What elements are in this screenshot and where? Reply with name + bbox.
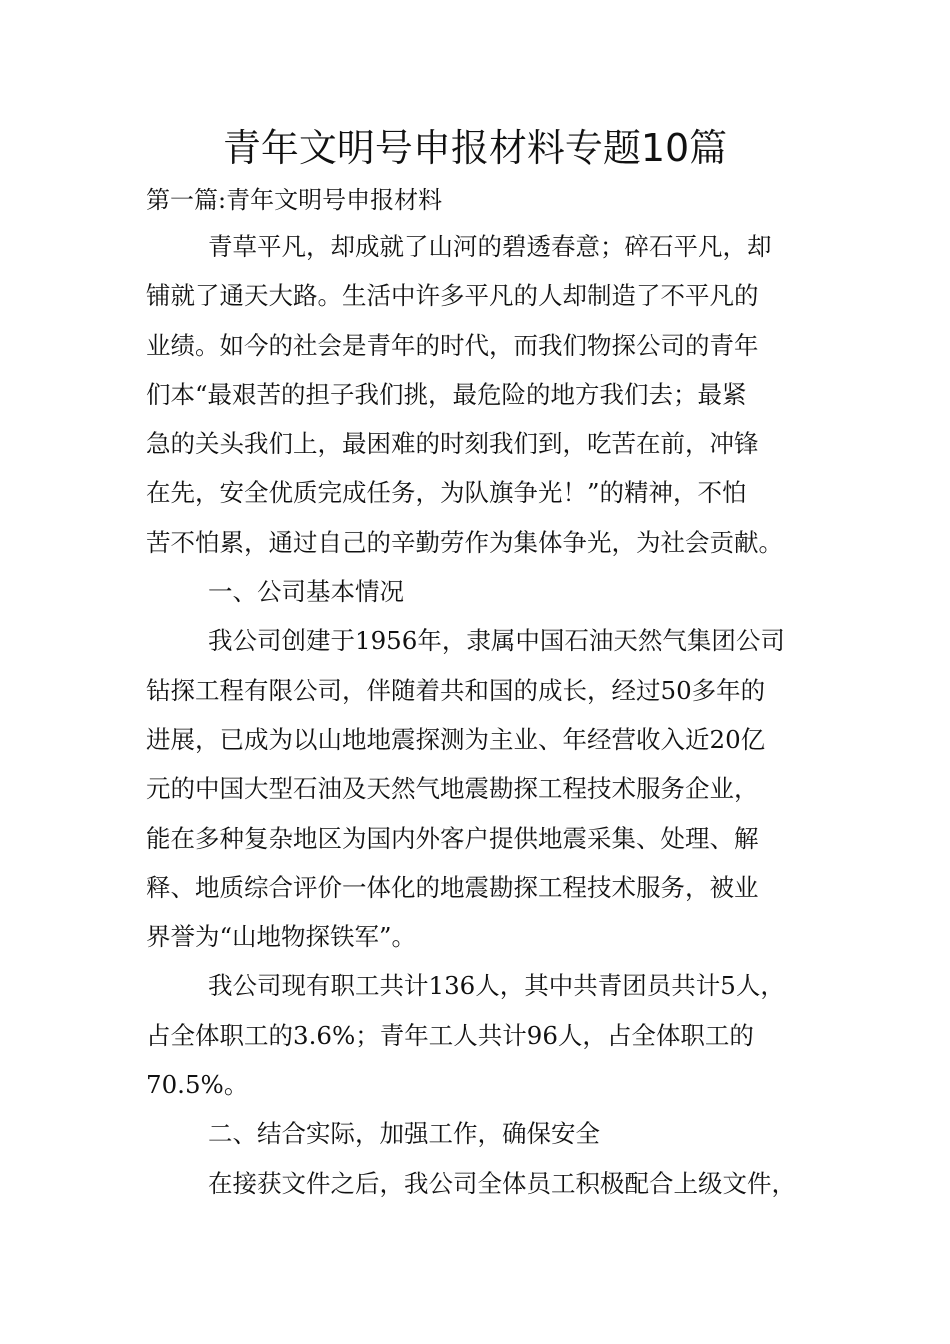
- body-line: 进展，已成为以山地地震探测为主业、年经营收入近20亿: [146, 724, 766, 754]
- body-line: 70.5%。: [146, 1070, 249, 1100]
- body-line: 在先，安全优质完成任务，为队旗争光！”的精神，不怕: [146, 478, 747, 508]
- body-line: 释、地质综合评价一体化的地震勘探工程技术服务，被业: [146, 872, 759, 902]
- body-line: 我公司现有职工共计136人，其中共青团员共计5人，: [208, 971, 785, 1001]
- body-line: 界誉为“山地物探铁军”。: [146, 922, 417, 952]
- section-heading: 二、结合实际，加强工作，确保安全: [208, 1119, 600, 1149]
- body-line: 青草平凡，却成就了山河的碧透春意；碎石平凡，却: [208, 232, 772, 261]
- body-line: 苦不怕累，通过自己的辛勤劳作为集体争光，为社会贡献。: [146, 527, 783, 557]
- body-line: 元的中国大型石油及天然气地震勘探工程技术服务企业，: [146, 774, 759, 804]
- body-line: 们本“最艰苦的担子我们挑，最危险的地方我们去；最紧: [146, 379, 747, 409]
- document-subtitle: 第一篇:青年文明号申报材料: [146, 186, 443, 214]
- body-line: 急的关头我们上，最困难的时刻我们到，吃苦在前，冲锋: [146, 429, 759, 459]
- body-line: 在接获文件之后，我公司全体员工积极配合上级文件，: [208, 1168, 796, 1198]
- body-line: 业绩。如今的社会是青年的时代，而我们物探公司的青年: [146, 330, 759, 360]
- body-line: 铺就了通天大路。生活中许多平凡的人却制造了不平凡的: [146, 281, 759, 311]
- body-line: 能在多种复杂地区为国内外客户提供地震采集、处理、解: [146, 823, 759, 853]
- section-heading: 一、公司基本情况: [208, 577, 404, 607]
- body-line: 钻探工程有限公司，伴随着共和国的成长，经过50多年的: [146, 675, 766, 705]
- body-line: 我公司创建于1956年，隶属中国石油天然气集团公司: [208, 626, 785, 656]
- body-line: 占全体职工的3.6%；青年工人共计96人，占全体职工的: [146, 1020, 754, 1050]
- document-body: [146, 222, 818, 1208]
- document-title: 青年文明号申报材料专题10篇: [222, 126, 728, 170]
